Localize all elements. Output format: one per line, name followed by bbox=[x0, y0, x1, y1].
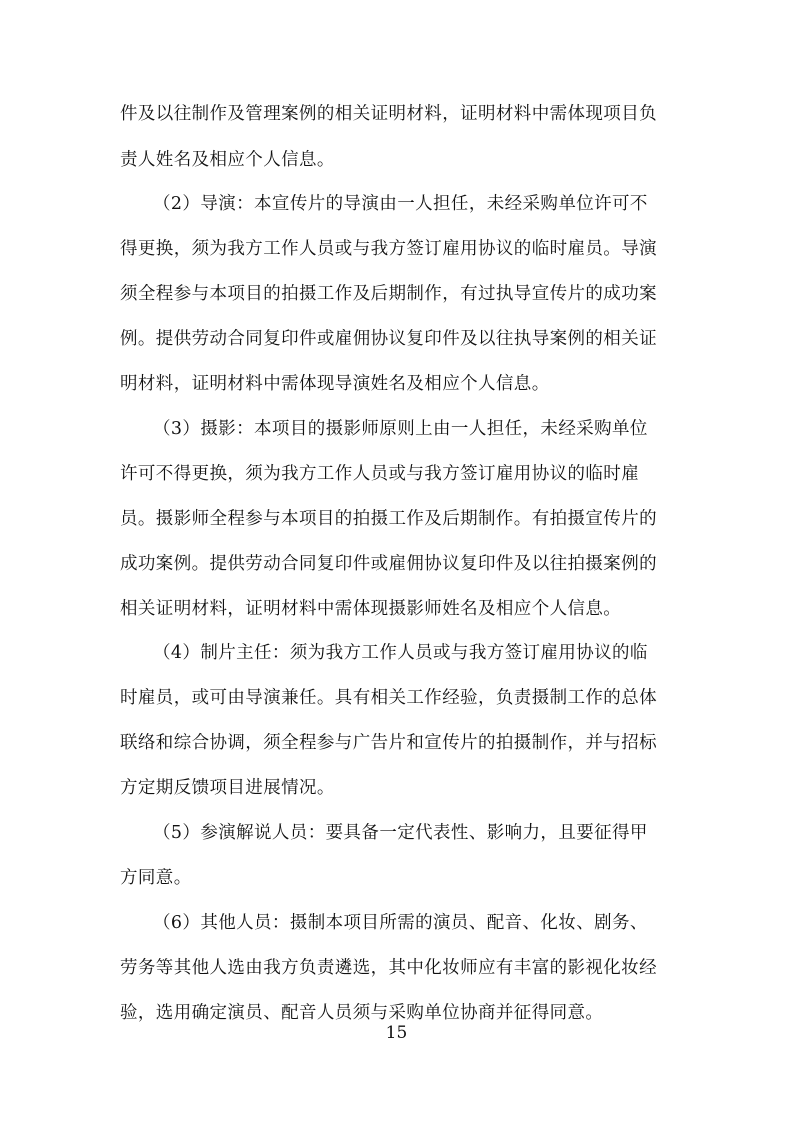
text-line: 许可不得更换，须为我方工作人员或与我方签订雇用协议的临时雇 bbox=[120, 464, 640, 484]
text-line: 成功案例。提供劳动合同复印件或雇佣协议复印件及以往拍摄案例的 bbox=[120, 554, 657, 574]
text-line: 责人姓名及相应个人信息。 bbox=[120, 150, 335, 170]
text-line: （2）导演：本宣传片的导演由一人担任，未经采购单位许可不 bbox=[153, 194, 648, 214]
text-line: 方同意。 bbox=[120, 868, 192, 888]
text-line: （4）制片主任：须为我方工作人员或与我方签订雇用协议的临 bbox=[153, 643, 648, 663]
text-line: （6）其他人员：摄制本项目所需的演员、配音、化妆、剧务、 bbox=[153, 913, 648, 933]
text-line: 例。提供劳动合同复印件或雇佣协议复印件及以往执导案例的相关证 bbox=[120, 329, 657, 349]
text-line: 相关证明材料，证明材料中需体现摄影师姓名及相应个人信息。 bbox=[120, 599, 622, 619]
text-line: 验，选用确定演员、配音人员须与采购单位协商并征得同意。 bbox=[120, 1003, 604, 1023]
text-line: 员。摄影师全程参与本项目的拍摄工作及后期制作。有拍摄宣传片的 bbox=[120, 509, 657, 529]
text-line: 件及以往制作及管理案例的相关证明材料，证明材料中需体现项目负 bbox=[120, 104, 657, 124]
text-line: 劳务等其他人选由我方负责遴选，其中化妆师应有丰富的影视化妆经 bbox=[120, 958, 657, 978]
text-line: 方定期反馈项目进展情况。 bbox=[120, 778, 335, 798]
text-line: 得更换，须为我方工作人员或与我方签订雇用协议的临时雇员。导演 bbox=[120, 239, 657, 259]
text-line: 时雇员，或可由导演兼任。具有相关工作经验，负责摄制工作的总体 bbox=[120, 688, 657, 708]
page-number: 15 bbox=[385, 1023, 408, 1043]
text-line: 须全程参与本项目的拍摄工作及后期制作，有过执导宣传片的成功案 bbox=[120, 284, 657, 304]
text-line: 明材料，证明材料中需体现导演姓名及相应个人信息。 bbox=[120, 374, 550, 394]
text-line: （3）摄影：本项目的摄影师原则上由一人担任，未经采购单位 bbox=[153, 419, 648, 439]
text-line: （5）参演解说人员：要具备一定代表性、影响力，且要征得甲 bbox=[153, 823, 648, 843]
text-line: 联络和综合协调，须全程参与广告片和宣传片的拍摄制作，并与招标 bbox=[120, 733, 657, 753]
